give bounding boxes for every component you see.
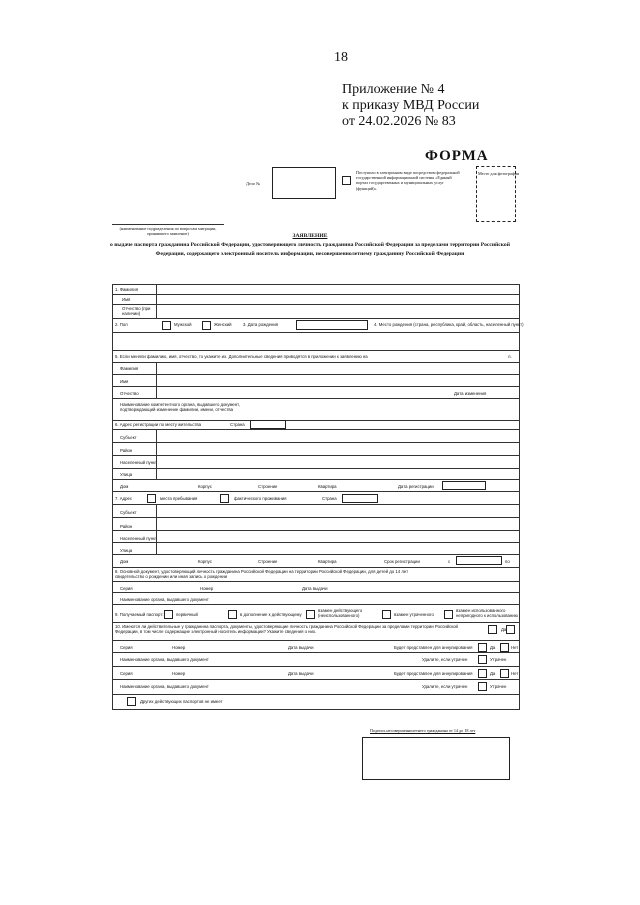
row-line <box>112 455 520 456</box>
application-heading <box>110 232 510 258</box>
change-date-label: Дата изменения <box>454 391 487 396</box>
appendix-line-2: к приказу МВД России <box>342 98 480 113</box>
locality-label: Населенный пункт <box>120 460 157 465</box>
row-line <box>112 442 520 443</box>
issued-by2-label: Наименование органа, выдавшего документ <box>120 657 209 662</box>
reg-term-from: с <box>448 559 451 564</box>
male-label: Мужской <box>174 322 192 327</box>
case-number-field[interactable] <box>272 167 336 199</box>
row-line <box>112 567 520 568</box>
actual-place-checkbox[interactable] <box>220 494 229 503</box>
prev-patronymic-label: Отчество <box>120 391 139 396</box>
district2-label: Район <box>120 524 133 529</box>
row-line <box>112 398 520 399</box>
other-no-checkbox[interactable] <box>506 625 515 634</box>
issue-date-label: Дата выдачи <box>302 586 328 591</box>
row-line <box>112 666 520 667</box>
issued-by3-label: Наименование органа, выдавшего документ <box>120 684 209 689</box>
change-authority-label: Наименование компетентного органа, выдавшего документ, подтверждающий изменение фамилии, имени, отчества <box>120 402 240 413</box>
row-line <box>112 479 520 480</box>
label-divider <box>156 429 157 479</box>
house2-label: Дом <box>120 559 129 564</box>
patronymic-label: Отчество (при наличии) <box>122 306 151 317</box>
frame-top <box>112 284 520 285</box>
surrender2-yes-label: Да <box>490 671 496 676</box>
surrender2-yes-checkbox[interactable] <box>478 669 487 678</box>
issue-date2-label: Дата выдачи <box>288 645 314 650</box>
reg-term-label: Срок регистрации <box>384 559 420 564</box>
row-line <box>112 332 520 333</box>
row-line <box>112 374 520 375</box>
country2-label: Страна <box>322 496 337 501</box>
apartment-label: Квартира <box>318 484 337 489</box>
number3-label: Номер <box>172 671 186 676</box>
stay-place-checkbox[interactable] <box>147 494 156 503</box>
row-line <box>112 581 520 582</box>
street-label: Улица <box>120 472 133 477</box>
page-number: 18 <box>334 50 348 65</box>
district-label: Район <box>120 448 133 453</box>
country-label: Страна <box>230 422 245 427</box>
surrender2-no-label: Нет <box>511 671 519 676</box>
lost2-checkbox[interactable] <box>478 682 487 691</box>
issue-date3-label: Дата выдачи <box>288 671 314 676</box>
country-field[interactable] <box>250 420 286 429</box>
prev-surname-label: Фамилия <box>120 366 139 371</box>
male-checkbox[interactable] <box>162 321 171 330</box>
lost-note-label: Удалите, если утрачен <box>422 657 468 662</box>
name-label: Имя <box>122 297 131 302</box>
country2-field[interactable] <box>342 494 378 503</box>
actual-place-label: фактического проживания <box>234 496 287 501</box>
first-checkbox[interactable] <box>164 610 173 619</box>
reg-term-to: по <box>505 559 510 564</box>
row-line <box>112 542 520 543</box>
row-line <box>112 318 520 319</box>
heading-word: ЗАЯВЛЕНИЕ <box>292 233 328 239</box>
row-line <box>112 362 520 363</box>
name-change-sheets: л. <box>508 354 512 359</box>
surrender-no-checkbox[interactable] <box>500 643 509 652</box>
birth-date-field[interactable] <box>296 320 368 330</box>
address-label: 7. Адрес <box>115 496 133 501</box>
row-line <box>112 294 520 295</box>
row-line <box>112 517 520 518</box>
row-line <box>112 304 520 305</box>
apartment2-label: Квартира <box>318 559 337 564</box>
row-line <box>112 592 520 593</box>
row-line <box>112 652 520 653</box>
epgu-checkbox[interactable] <box>342 176 351 185</box>
issued-by-label: Наименование органа, выдавшего документ <box>120 597 209 602</box>
epgu-note: Поступило в электронном виде посредством федеральной государственной информационной системы «Единый портал государственных и муниципальных услуг (функций)» <box>356 170 460 191</box>
label-divider <box>156 362 157 398</box>
row-line <box>112 420 520 421</box>
row-line <box>112 386 520 387</box>
building-label: Корпус <box>198 484 212 489</box>
row-line <box>112 554 520 555</box>
lost-label: Утрачен <box>490 657 507 662</box>
appendix-line-1: Приложение № 4 <box>342 82 445 97</box>
reg-term-from-field[interactable] <box>456 556 502 565</box>
passport-type-label: 9. Получаемый паспорт: <box>115 612 164 617</box>
stay-place-label: места пребывания <box>160 496 198 501</box>
authority-caption: (наименование подразделения по вопросам миграции, принявшего заявление) <box>119 226 217 237</box>
surrender2-label: Будет представлен для аннулирования <box>394 671 473 676</box>
surrender-yes-checkbox[interactable] <box>478 643 487 652</box>
label-divider <box>156 284 157 318</box>
number2-label: Номер <box>172 645 186 650</box>
other-yes-checkbox[interactable] <box>488 625 497 634</box>
number-label: Номер <box>200 586 214 591</box>
authority-line <box>112 224 224 225</box>
series2-label: Серия <box>120 645 133 650</box>
reg-date-field[interactable] <box>442 481 486 490</box>
replace-lost-label: взамен утраченного <box>394 612 434 617</box>
other-passports-question: 10. Имеются ли действительные у гражданина паспорта, документы, удостоверяющие личность гражданина Российской Федерации за пределами территории Российской Федерации, в том числе содержащие электронный носитель информации? Укажите сведения о них. <box>115 624 458 635</box>
subject2-label: Субъект <box>120 510 137 515</box>
row-line <box>112 429 520 430</box>
surrender-yes-label: Да <box>490 645 496 650</box>
row-line <box>112 604 520 605</box>
replace-unusable-checkbox[interactable] <box>444 610 453 619</box>
subject-label: Субъект <box>120 435 137 440</box>
replace-valid-checkbox[interactable] <box>306 610 315 619</box>
row-line <box>112 640 520 641</box>
structure-label: Строение <box>258 484 278 489</box>
form-title: ФОРМА <box>425 148 489 164</box>
additional-checkbox[interactable] <box>228 610 237 619</box>
no-other-passports-label: Других действующих паспортов не имеет <box>140 699 223 704</box>
sex-label: 2. Пол <box>115 322 128 327</box>
signature-label: Подпись несовершеннолетнего гражданина от 14 до 18 лет <box>370 728 476 733</box>
replace-unusable-label: взамен использованного непригодного к использованию <box>456 608 518 619</box>
row-line <box>112 468 520 469</box>
other-yes-label: Да <box>501 627 507 632</box>
appendix-line-3: от 24.02.2026 № 83 <box>342 114 456 129</box>
frame-right <box>519 284 520 710</box>
frame-bottom <box>112 709 520 710</box>
photo-label: Место для фотографии <box>478 171 520 176</box>
prev-name-label: Имя <box>120 379 129 384</box>
first-label: первичный <box>176 612 198 617</box>
row-line <box>112 694 520 695</box>
female-checkbox[interactable] <box>202 321 211 330</box>
row-line <box>112 350 520 351</box>
series-label: Серия <box>120 586 133 591</box>
heading-text: о выдаче паспорта гражданина Российской Федерации, удостоверяющего личность гражданина Российской Федерации за пределами территории Российской Федерации, содержащего электронный носитель информации, несовершеннолетнему гражданину Российской Федерации <box>110 241 510 257</box>
surname-label: 1. Фамилия <box>115 287 139 292</box>
birth-place-label: 4. Место рождения (страна, республика, край, область, населенный пункт) <box>374 322 524 327</box>
no-other-passports-checkbox[interactable] <box>127 697 136 706</box>
row-line <box>112 679 520 680</box>
appendix-reference <box>342 82 479 130</box>
identity-doc-label: 8. Основной документ, удостоверяющий личность гражданина Российской Федерации на территории Российской Федерации, для детей до 14 лет свидетельство о рождении или иная запись о рождении <box>115 569 409 580</box>
house-label: Дом <box>120 484 129 489</box>
female-label: Женский <box>214 322 232 327</box>
street2-label: Улица <box>120 548 133 553</box>
row-line <box>112 530 520 531</box>
lost-checkbox[interactable] <box>478 655 487 664</box>
signature-box[interactable] <box>362 737 510 780</box>
row-line <box>112 491 520 492</box>
structure2-label: Строение <box>258 559 278 564</box>
surrender2-no-checkbox[interactable] <box>500 669 509 678</box>
building2-label: Корпус <box>198 559 212 564</box>
reg-date-label: Дата регистрации <box>398 484 434 489</box>
surrender-label: Будет представлен для аннулирования <box>394 645 473 650</box>
name-change-label: 5. Если меняли фамилию, имя, отчество, то укажите их. Дополнительные сведения приводятся в приложении к заявлению на <box>115 354 368 359</box>
replace-lost-checkbox[interactable] <box>382 610 391 619</box>
locality2-label: Населенный пункт <box>120 536 157 541</box>
replace-valid-label: взамен действующего (неиспользованного) <box>318 608 363 619</box>
frame-left <box>112 284 113 710</box>
row-line <box>112 504 520 505</box>
residence-address-label: 6. Адрес регистрации по месту жительства <box>115 422 202 427</box>
lost2-label: Утрачен <box>490 684 507 689</box>
label-divider <box>156 504 157 554</box>
case-number-label: Дело № <box>246 181 260 186</box>
row-line <box>112 622 520 623</box>
surrender-no-label: Нет <box>511 645 519 650</box>
application-form <box>112 284 524 710</box>
additional-label: в дополнение к действующему <box>240 612 302 617</box>
lost-note2-label: Удалите, если утрачен <box>422 684 468 689</box>
birth-date-label: 3. Дата рождения <box>243 322 279 327</box>
series3-label: Серия <box>120 671 133 676</box>
